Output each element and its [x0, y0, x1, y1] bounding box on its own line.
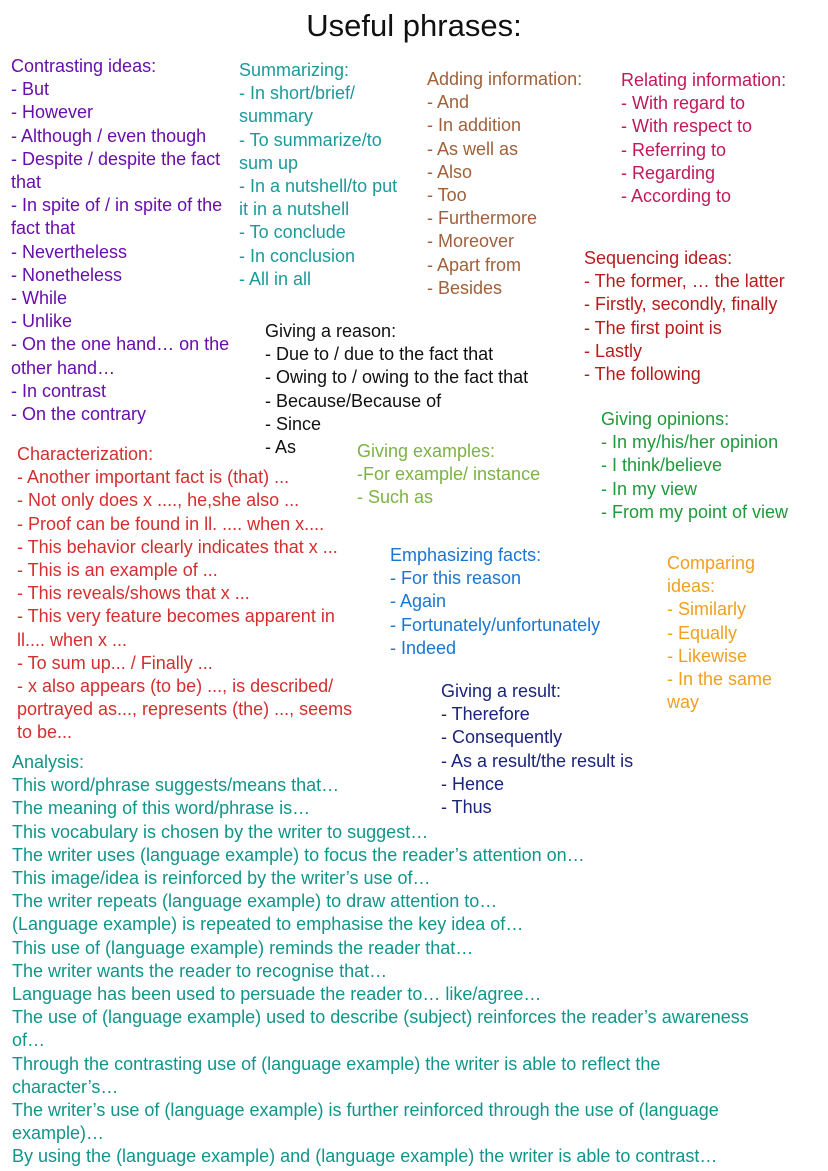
- phrase-line: The writer wants the reader to recognise that…: [12, 960, 388, 981]
- phrase-line: example)…: [12, 1123, 105, 1144]
- phrase-line: - With regard to: [621, 93, 746, 114]
- phrase-line: - In contrast: [11, 380, 107, 401]
- phrase-line: of…: [12, 1030, 46, 1051]
- phrase-line: - Too: [427, 185, 467, 206]
- phrase-line: - This is an example of ...: [17, 560, 218, 581]
- phrase-line: way: [667, 692, 700, 713]
- section-heading: Comparing: [667, 553, 756, 573]
- phrase-line: - Similarly: [667, 599, 746, 620]
- comparing-ideas-section: [667, 552, 787, 714]
- phrase-line: - The former, … the latter: [584, 271, 785, 292]
- phrase-line: - Such as: [357, 487, 434, 508]
- phrase-line: other hand…: [11, 357, 116, 378]
- phrase-line: - Unlike: [11, 311, 73, 332]
- phrase-line: - Indeed: [390, 637, 457, 658]
- phrase-line: - Because/Because of: [265, 390, 442, 411]
- page-title: Useful phrases:: [306, 8, 522, 43]
- section-heading: Analysis:: [12, 752, 85, 772]
- section-heading: Giving examples:: [357, 441, 496, 461]
- phrase-line: The use of (language example) used to describe (subject) reinforces the reader’s awareness: [12, 1007, 749, 1028]
- section-heading: Emphasizing facts:: [390, 545, 542, 565]
- phrase-line: - Firstly, secondly, finally: [584, 294, 778, 315]
- phrase-line: - This behavior clearly indicates that x ...: [17, 536, 338, 557]
- phrase-line: - On the one hand… on the: [11, 334, 230, 355]
- phrase-line: character’s…: [12, 1076, 119, 1097]
- phrase-line: - As: [265, 437, 297, 458]
- phrase-line: This vocabulary is chosen by the writer to suggest…: [12, 821, 429, 842]
- phrase-line: - Moreover: [427, 231, 515, 252]
- phrase-line: - From my point of view: [601, 501, 789, 522]
- phrase-line: - In spite of / in spite of the: [11, 195, 223, 216]
- phrase-line: - In conclusion: [239, 245, 356, 266]
- phrase-line: - But: [11, 79, 50, 100]
- phrase-line: fact that: [11, 218, 76, 239]
- phrase-line: - And: [427, 92, 470, 113]
- phrase-line: This word/phrase suggests/means that…: [12, 775, 340, 796]
- phrase-line: The writer’s use of (language example) is further reinforced through the use of (language: [12, 1100, 719, 1121]
- phrase-line: - The first point is: [584, 317, 722, 338]
- phrase-line: Language has been used to persuade the reader to… like/agree…: [12, 984, 542, 1005]
- characterization-section: [17, 443, 352, 745]
- section-heading: Giving a reason:: [265, 321, 397, 341]
- adding-information-section: [427, 68, 582, 300]
- section-heading: Summarizing:: [239, 60, 350, 80]
- phrase-line: - Since: [265, 413, 322, 434]
- phrase-line: The writer uses (language example) to focus the reader’s attention on…: [12, 844, 585, 865]
- phrase-line: -For example/ instance: [357, 464, 541, 485]
- phrase-line: - Again: [390, 591, 447, 612]
- phrase-line: This image/idea is reinforced by the writer’s use of…: [12, 868, 431, 889]
- phrase-line: - In short/brief/: [239, 83, 356, 104]
- giving-opinions-section: [601, 408, 788, 524]
- phrase-line: it in a nutshell: [239, 199, 350, 220]
- phrase-line: - With respect to: [621, 116, 753, 137]
- giving-a-reason-section: [265, 320, 528, 459]
- phrase-line: ll.... when x ...: [17, 629, 128, 650]
- phrase-line: - To summarize/to: [239, 129, 382, 150]
- phrase-line: - Hence: [441, 773, 505, 794]
- phrase-line: - Fortunately/unfortunately: [390, 614, 601, 635]
- phrase-line: - Thus: [441, 797, 492, 818]
- section-heading: Giving opinions:: [601, 409, 730, 429]
- phrase-line: - Owing to / owing to the fact that: [265, 367, 529, 388]
- section-heading: Giving a result:: [441, 681, 562, 701]
- phrase-line: - To sum up... / Finally ...: [17, 652, 213, 673]
- phrase-line: - This very feature becomes apparent in: [17, 606, 335, 627]
- phrase-line: - Another important fact is (that) ...: [17, 467, 290, 488]
- summarizing-section: [239, 59, 397, 291]
- phrase-line: - Also: [427, 161, 473, 182]
- phrase-line: - While: [11, 288, 68, 309]
- emphasizing-facts-section: [390, 544, 600, 660]
- phrase-line: This use of (language example) reminds the reader that…: [12, 937, 474, 958]
- phrase-line: The writer repeats (language example) to draw attention to…: [12, 891, 498, 912]
- phrase-line: - Equally: [667, 622, 738, 643]
- section-heading: Sequencing ideas:: [584, 248, 733, 268]
- phrase-line: - Likewise: [667, 645, 748, 666]
- phrase-line: - Not only does x ...., he,she also ...: [17, 490, 300, 511]
- phrase-line: - Referring to: [621, 139, 727, 160]
- phrase-line: - In my/his/her opinion: [601, 432, 779, 453]
- sequencing-ideas-section: [584, 247, 785, 386]
- phrase-line: - The following: [584, 364, 701, 385]
- phrase-line: portrayed as..., represents (the) ..., seems: [17, 699, 353, 720]
- phrase-line: - As well as: [427, 138, 519, 159]
- phrase-line: - Despite / despite the fact: [11, 148, 221, 169]
- phrase-line: - Although / even though: [11, 125, 207, 146]
- giving-examples-section: [357, 440, 540, 510]
- phrase-line: - Lastly: [584, 340, 643, 361]
- phrase-line: - For this reason: [390, 568, 522, 589]
- phrase-line: - In the same: [667, 669, 773, 690]
- section-heading: Adding information:: [427, 69, 583, 89]
- phrase-line: - On the contrary: [11, 404, 147, 425]
- phrase-line: - x also appears (to be) ..., is described/: [17, 676, 334, 697]
- phrase-line: - Nevertheless: [11, 241, 128, 262]
- phrase-line: ideas:: [667, 576, 716, 597]
- phrase-line: (Language example) is repeated to emphasise the key idea of…: [12, 914, 524, 935]
- contrasting-ideas-section: [11, 55, 229, 426]
- phrase-line: - In my view: [601, 478, 698, 499]
- phrase-line: - Consequently: [441, 727, 563, 748]
- phrase-line: By using the (language example) and (language example) the writer is able to contrast…: [12, 1146, 718, 1167]
- phrase-line: - To conclude: [239, 222, 346, 243]
- section-heading: Relating information:: [621, 70, 787, 90]
- phrase-line: - Besides: [427, 277, 503, 298]
- phrase-line: - Proof can be found in ll. .... when x....: [17, 513, 325, 534]
- phrase-line: - Regarding: [621, 162, 716, 183]
- phrase-line: sum up: [239, 152, 299, 173]
- phrase-line: - Therefore: [441, 704, 530, 725]
- analysis-section: [12, 751, 816, 1169]
- phrase-line: - Apart from: [427, 254, 522, 275]
- phrase-line: - As a result/the result is: [441, 750, 634, 771]
- phrase-line: - All in all: [239, 268, 312, 289]
- relating-information-section: [621, 69, 786, 208]
- section-heading: Contrasting ideas:: [11, 56, 157, 76]
- phrase-line: to be...: [17, 722, 73, 743]
- phrase-line: - Due to / due to the fact that: [265, 344, 494, 365]
- phrase-line: - Nonetheless: [11, 264, 123, 285]
- phrase-line: - Furthermore: [427, 208, 538, 229]
- phrase-line: Through the contrasting use of (language example) the writer is able to reflect the: [12, 1053, 661, 1074]
- section-heading: Characterization:: [17, 444, 154, 464]
- phrase-line: The meaning of this word/phrase is…: [12, 798, 311, 819]
- phrase-line: - According to: [621, 186, 732, 207]
- phrase-line: - I think/believe: [601, 455, 723, 476]
- phrase-line: - In a nutshell/to put: [239, 176, 398, 197]
- phrase-line: that: [11, 172, 42, 193]
- phrase-line: summary: [239, 106, 314, 127]
- phrase-line: - This reveals/shows that x ...: [17, 583, 250, 604]
- phrase-line: - However: [11, 102, 94, 123]
- phrase-line: - In addition: [427, 115, 522, 136]
